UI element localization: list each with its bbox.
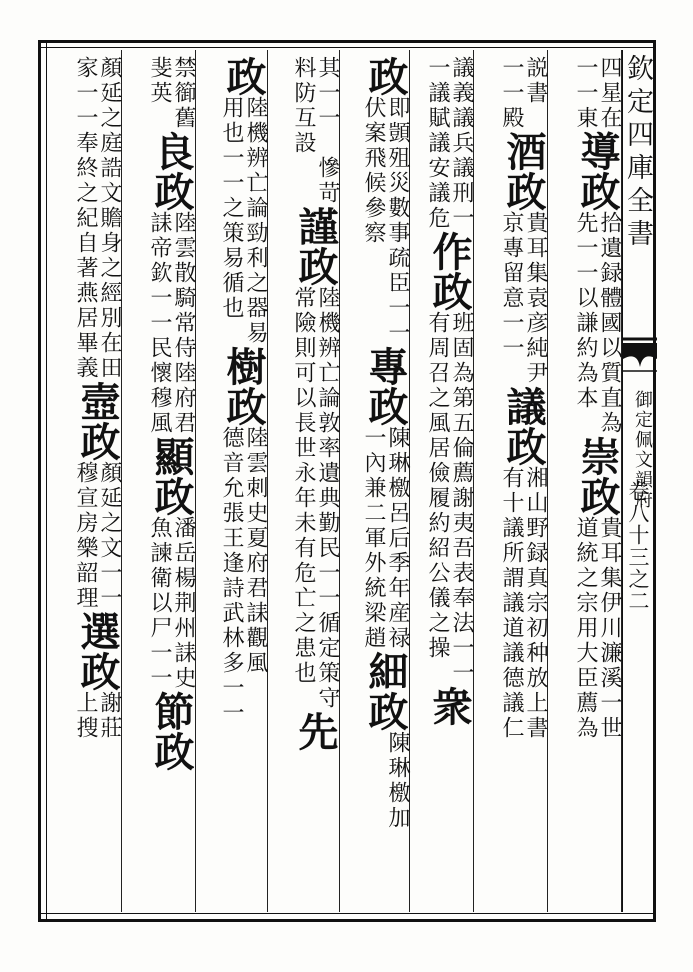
annotation-line: 陸雲刺史夏府君誄觀風 [243,426,268,676]
annotation [573,56,621,131]
annotation [499,211,547,386]
headword: 政 [220,56,267,96]
headword: 選政 [74,611,121,691]
annotation [425,56,473,231]
annotation-line: 慘苛 [315,156,340,206]
annotation [219,426,267,726]
annotation-line: 一一 [385,296,410,346]
fishtail-mark [623,337,657,387]
annotation-line: 禁篽舊 [171,56,196,131]
annotation-line: 家一一奉終之紀自著燕居畢義 [73,56,98,381]
headword: 酒政 [500,131,547,211]
frame-line [38,913,656,914]
annotation-line: 貴耳集伊川濂溪一世 [597,516,622,741]
book-subtitle: 御定佩文韻府 [632,390,653,510]
headword: 細政 [362,651,409,731]
headword: 謹政 [292,206,339,286]
annotation-line: 一一東 [573,56,598,131]
headword: 壼政 [74,381,121,461]
annotation-line: 陸機辨亡論敦率遺典勤民一一循定策守 [315,286,340,711]
annotation-line: 其一一 [315,56,340,131]
frame-line [38,47,656,48]
headword: 樹政 [220,346,267,426]
annotation [573,516,621,741]
annotation-line: 説書 [523,56,548,106]
annotation-line: 料防互設 [291,56,316,156]
headword: 政 [362,56,409,96]
annotation [361,96,409,296]
annotation-line: 伏案飛候參察 [361,96,386,246]
annotation-line: 德音允張王逢詩武林多一一 [219,426,244,726]
text-column-5 [268,50,340,912]
annotation-line: 謝莊 [97,691,122,741]
annotation-line: 陸機辨亡論勁利之器易 [243,96,268,346]
headword: 先 [292,711,339,751]
annotation [219,96,267,346]
annotation [499,56,547,131]
annotation-line: 四星在 [597,56,622,131]
annotation [385,731,409,831]
annotation-line: 班固為第五倫薦謝夷吾表奉法一一 [449,311,474,686]
annotation-line: 道統之宗用大臣薦為 [573,516,598,741]
annotation [147,211,195,436]
annotation [73,461,121,611]
headword: 衆 [426,686,473,726]
annotation-line: 常險則可以長世永年未有危亡之患也 [291,286,316,686]
annotation [73,56,121,381]
headword: 顯政 [148,436,195,516]
annotation [385,296,409,346]
annotation-line: 顏延之庭誥文贍身之經別在田 [97,56,122,381]
text-column-1 [548,50,622,912]
annotation [573,211,621,436]
annotation-line: 上搜 [73,691,98,741]
annotation-line: 京專留意一一 [499,211,524,361]
annotation-line: 湘山野録真宗初种放上書 [523,466,548,741]
text-column-3 [410,50,474,912]
annotation [291,286,339,711]
annotation-line: 先一一以謙約為本 [573,211,598,411]
annotation-line: 陸雲散騎常侍陸府君 [171,211,196,436]
annotation-line: 有十議所謂議道議德議仁 [499,466,524,741]
annotation [291,56,339,156]
headword: 議政 [500,386,547,466]
annotation-line: 議義議兵議刑一 [449,56,474,231]
annotation-line: 穆宣房樂韶理 [73,461,98,611]
center-margin [622,50,657,912]
annotation-line: 拾遺録體國以質直為 [597,211,622,436]
headword: 作政 [426,231,473,311]
annotation-line: 潘岳楊荆州誄史 [171,516,196,691]
annotation-line: 即顗殂災數事疏臣 [385,96,410,296]
annotation [361,426,409,651]
annotation-line: 誄帝欽一一民懷穆風 [147,211,172,436]
annotation [73,691,121,741]
headword: 崇政 [574,436,621,516]
annotation [425,311,473,686]
annotation-line: 陳琳檄加 [385,731,410,831]
annotation [315,156,339,206]
annotation-line: 斐英 [147,56,172,106]
headword: 導政 [574,131,621,211]
headword: 節政 [148,691,195,771]
annotation-line: 一內兼二軍外統梁趙 [361,426,386,651]
annotation-line: 魚諫衛以尸一一 [147,516,172,691]
text-column-8 [47,50,122,912]
annotation [499,466,547,741]
annotation-line: 有周召之風居儉履約紹公儀之操 [425,311,450,661]
book-title: 欽定四庫全書 [622,54,653,252]
text-column-7 [122,50,196,912]
volume-label: 卷八十三之二 [626,480,650,612]
annotation-line: 一一殿 [499,56,524,131]
text-column-6 [196,50,268,912]
annotation-line: 貴耳集袁彦純尹 [523,211,548,386]
text-column-2 [474,50,548,912]
annotation [147,516,195,691]
annotation-line: 陳琳檄呂后季年産禄 [385,426,410,651]
annotation [147,56,195,131]
headword: 專政 [362,346,409,426]
annotation-line: 顏延之文一一 [97,461,122,611]
annotation-line: 用也一一之策易循也 [219,96,244,321]
annotation-line: 一議賦議安議危 [425,56,450,231]
headword: 良政 [148,131,195,211]
text-column-4 [340,50,410,912]
